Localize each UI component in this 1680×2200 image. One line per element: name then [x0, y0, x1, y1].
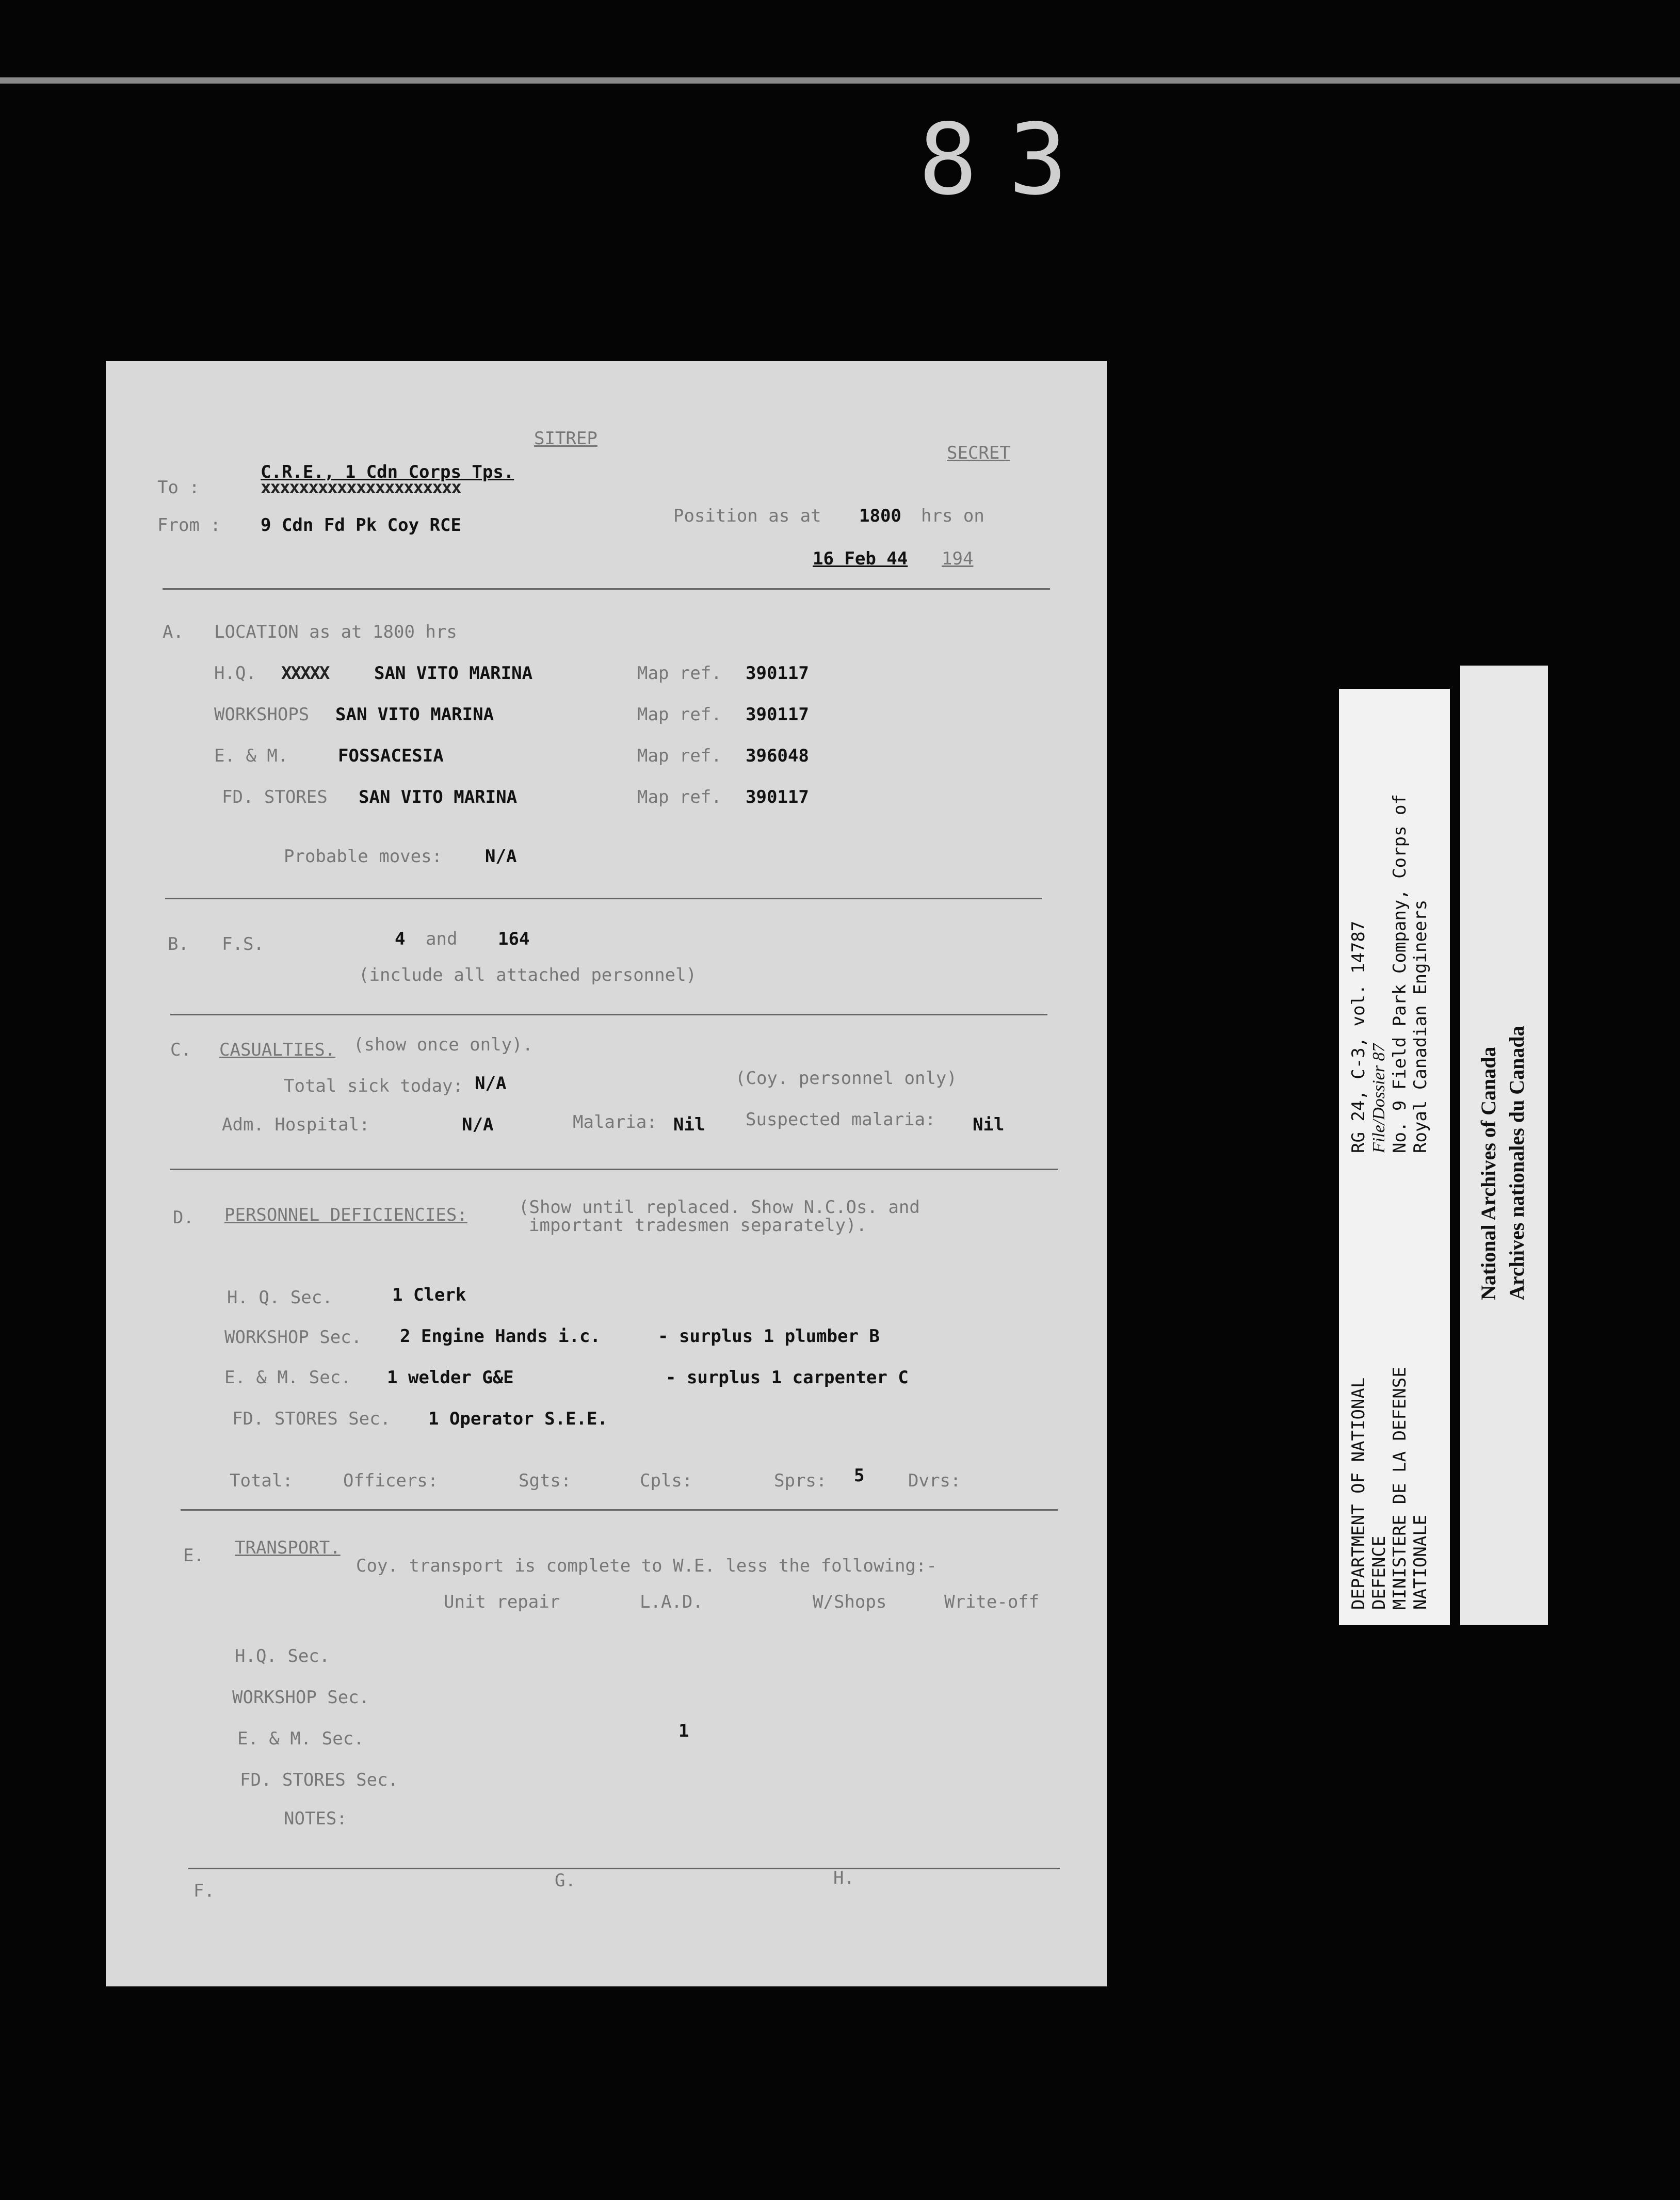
- section-a-letter: A.: [163, 622, 184, 642]
- notes-label: NOTES:: [284, 1808, 347, 1829]
- transport-col-lad: L.A.D.: [640, 1592, 703, 1612]
- footer-h: H.: [833, 1868, 854, 1888]
- deficiencies-note-1: (Show until replaced. Show N.C.Os. and: [519, 1197, 920, 1218]
- location-label: H.Q.: [214, 663, 256, 684]
- tag-unit-1: No. 9 Field Park Company, Corps of: [1390, 794, 1410, 1153]
- suspected-value: Nil: [973, 1114, 1005, 1135]
- sprs-value: 5: [854, 1465, 865, 1486]
- total-label: Total:: [230, 1470, 293, 1491]
- suspected-label: Suspected malaria:: [746, 1109, 936, 1130]
- fs-and: and: [426, 929, 458, 949]
- casualties-heading: CASUALTIES.: [219, 1040, 336, 1060]
- section-divider: [170, 1014, 1047, 1015]
- sick-label: Total sick today:: [284, 1076, 463, 1096]
- deficiency-label: FD. STORES Sec.: [232, 1409, 391, 1429]
- sitrep-document: [106, 361, 1107, 1986]
- malaria-label: Malaria:: [573, 1112, 657, 1133]
- dvrs-label: Dvrs:: [908, 1470, 961, 1491]
- map-ref-value: 390117: [746, 663, 809, 684]
- position-hrs: hrs on: [921, 506, 984, 526]
- map-ref-label: Map ref.: [637, 787, 722, 807]
- transport-intro: Coy. transport is complete to W.E. less the following:-: [356, 1556, 937, 1576]
- section-divider: [165, 898, 1042, 899]
- tag-file: File/Dossier 87: [1369, 1043, 1388, 1153]
- tag-department-1: DEPARTMENT OF NATIONAL: [1348, 1377, 1369, 1610]
- deficiency-label: E. & M. Sec.: [224, 1367, 351, 1388]
- location-place: SAN VITO MARINA: [359, 787, 518, 807]
- section-c-letter: C.: [170, 1040, 191, 1060]
- archive-stamp-en: National Archives of Canada: [1477, 1046, 1500, 1300]
- map-ref-label: Map ref.: [637, 746, 722, 766]
- film-edge-line: [0, 77, 1680, 84]
- location-struck: XXXXX: [281, 663, 329, 684]
- sick-value: N/A: [475, 1073, 507, 1094]
- position-time: 1800: [859, 506, 901, 526]
- adm-label: Adm. Hospital:: [222, 1114, 370, 1135]
- deficiency-extra: - surplus 1 carpenter C: [666, 1367, 909, 1388]
- tag-department-2: DEFENCE: [1369, 1535, 1390, 1610]
- fs-officers: 4: [395, 929, 406, 949]
- map-ref-label: Map ref.: [637, 663, 722, 684]
- transport-col-wshops: W/Shops: [813, 1592, 887, 1612]
- fs-label: F.S.: [222, 934, 264, 955]
- archive-stamp-fr: Archives nationales du Canada: [1505, 1026, 1528, 1300]
- section-e-letter: E.: [183, 1545, 204, 1566]
- to-struck: xxxxxxxxxxxxxxxxxxxxx: [261, 477, 461, 498]
- map-ref-value: 396048: [746, 746, 809, 766]
- secret-marking: SECRET: [947, 443, 1010, 463]
- map-ref-label: Map ref.: [637, 704, 722, 725]
- fs-ors: 164: [498, 929, 530, 949]
- fs-note: (include all attached personnel): [359, 965, 697, 985]
- section-divider: [163, 588, 1050, 590]
- section-d-letter: D.: [173, 1207, 194, 1228]
- section-divider: [181, 1509, 1058, 1511]
- tag-unit-2: Royal Canadian Engineers: [1410, 899, 1431, 1153]
- map-ref-value: 390117: [746, 704, 809, 725]
- archive-reference-tag: [1339, 689, 1450, 1625]
- section-divider: [170, 1169, 1058, 1170]
- transport-heading: TRANSPORT.: [235, 1538, 341, 1558]
- sitrep-title: SITREP: [534, 428, 597, 449]
- cpls-label: Cpls:: [640, 1470, 693, 1491]
- moves-value: N/A: [485, 846, 517, 867]
- deficiency-value: 1 welder G&E: [387, 1367, 514, 1388]
- frame-number: 83: [918, 103, 1099, 217]
- transport-row-value: 1: [679, 1721, 689, 1741]
- location-place: SAN VITO MARINA: [335, 704, 494, 725]
- transport-col-unit-repair: Unit repair: [444, 1592, 560, 1612]
- deficiency-label: H. Q. Sec.: [227, 1287, 333, 1308]
- moves-label: Probable moves:: [284, 846, 443, 867]
- location-place: SAN VITO MARINA: [374, 663, 533, 684]
- location-label: WORKSHOPS: [214, 704, 310, 725]
- transport-col-write-off: Write-off: [944, 1592, 1040, 1612]
- location-place: FOSSACESIA: [338, 746, 444, 766]
- officers-label: Officers:: [343, 1470, 439, 1491]
- from-value: 9 Cdn Fd Pk Coy RCE: [261, 515, 461, 536]
- location-label: FD. STORES: [222, 787, 328, 807]
- transport-row-label: FD. STORES Sec.: [240, 1770, 399, 1790]
- deficiency-value: 2 Engine Hands i.c.: [400, 1326, 601, 1347]
- transport-row-label: E. & M. Sec.: [237, 1728, 364, 1749]
- section-b-letter: B.: [168, 934, 189, 955]
- casualties-note: (show once only).: [353, 1034, 533, 1055]
- deficiency-value: 1 Operator S.E.E.: [428, 1409, 608, 1429]
- malaria-value: Nil: [673, 1114, 705, 1135]
- to-label: To :: [157, 477, 200, 498]
- location-heading: LOCATION as at 1800 hrs: [214, 622, 457, 642]
- deficiency-extra: - surplus 1 plumber B: [658, 1326, 880, 1347]
- archive-stamp: [1460, 666, 1548, 1625]
- tag-record-group: RG 24, C-3, vol. 14787: [1348, 920, 1369, 1153]
- position-year: 194: [942, 548, 974, 569]
- footer-f: F.: [193, 1881, 215, 1901]
- coy-note: (Coy. personnel only): [735, 1068, 957, 1089]
- deficiency-value: 1 Clerk: [392, 1285, 466, 1305]
- location-label: E. & M.: [214, 746, 288, 766]
- sprs-label: Sprs:: [774, 1470, 827, 1491]
- deficiencies-heading: PERSONNEL DEFICIENCIES:: [224, 1205, 467, 1225]
- tag-department-3: MINISTERE DE LA DEFENSE: [1390, 1367, 1410, 1610]
- transport-row-label: H.Q. Sec.: [235, 1646, 330, 1667]
- deficiencies-note-2: important tradesmen separately).: [529, 1215, 867, 1236]
- to-value: C.R.E., 1 Cdn Corps Tps.: [261, 462, 514, 482]
- section-divider: [188, 1868, 1060, 1869]
- position-label: Position as at: [673, 506, 821, 526]
- position-date: 16 Feb 44: [813, 548, 908, 569]
- footer-g: G.: [555, 1870, 576, 1891]
- transport-row-label: WORKSHOP Sec.: [232, 1687, 370, 1708]
- from-label: From :: [157, 515, 221, 536]
- map-ref-value: 390117: [746, 787, 809, 807]
- adm-value: N/A: [462, 1114, 494, 1135]
- tag-department-4: NATIONALE: [1410, 1514, 1431, 1610]
- sgts-label: Sgts:: [519, 1470, 572, 1491]
- deficiency-label: WORKSHOP Sec.: [224, 1327, 362, 1348]
